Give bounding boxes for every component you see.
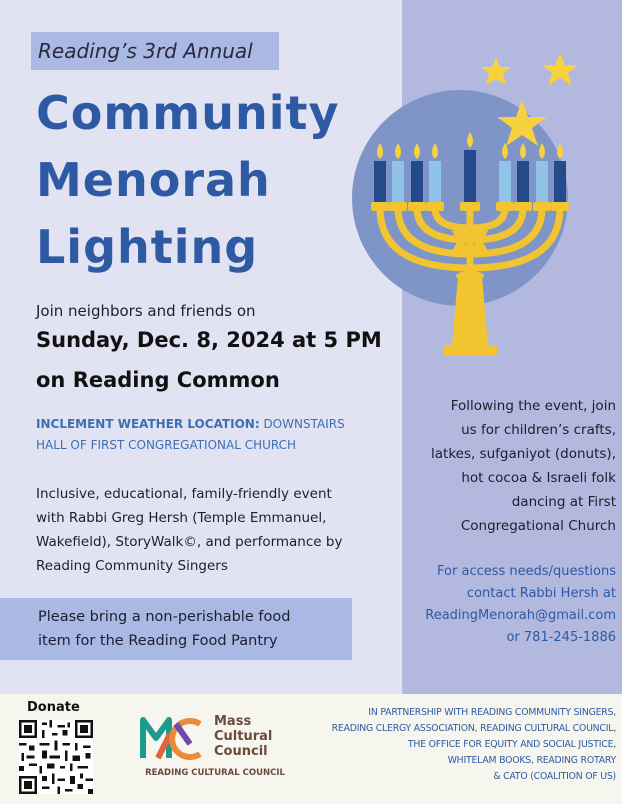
weather-label: INCLEMENT WEATHER LOCATION: (36, 417, 260, 431)
menorah-icon (340, 40, 622, 380)
after-line: us for children’s crafts, (461, 422, 616, 438)
partner-line: IN PARTNERSHIP WITH READING COMMUNITY SINGERS, (368, 707, 616, 718)
after-line: Following the event, join (450, 398, 616, 414)
access-line: contact Rabbi Hersh at (466, 586, 616, 601)
weather-text: DOWNSTAIRS (259, 417, 345, 431)
event-subtitle: Reading’s 3rd Annual (31, 32, 279, 70)
event-description (36, 482, 386, 578)
title-line: Community (36, 86, 340, 140)
food-drive-text (38, 605, 338, 653)
mcc-name-line: Council (214, 744, 268, 759)
partner-line: WHITELAM BOOKS, READING ROTARY (447, 755, 616, 766)
description-line: with Rabbi Greg Hersh (Temple Emmanuel, (36, 510, 327, 526)
event-date: Sunday, Dec. 8, 2024 at 5 PM (36, 328, 382, 352)
star-icon (542, 53, 578, 86)
contact-phone[interactable]: or 781-245-1886 (506, 630, 616, 645)
after-line: dancing at First (511, 494, 616, 510)
partners-text (308, 705, 616, 785)
mcc-name (214, 714, 294, 759)
after-line: Congregational Church (460, 518, 616, 534)
description-line: Wakefield), StoryWalk©, and performance by (36, 534, 343, 550)
mcc-subtitle: READING CULTURAL COUNCIL (145, 768, 285, 778)
after-line: hot cocoa & Israeli folk (461, 470, 616, 486)
after-line: latkes, sufganiyot (donuts), (431, 446, 616, 462)
access-contact (408, 561, 616, 649)
description-line: Inclusive, educational, family-friendly event (36, 486, 332, 502)
title-line: Lighting (36, 220, 259, 274)
food-line: item for the Reading Food Pantry (38, 633, 278, 649)
mcc-name-line: Mass (214, 714, 252, 729)
partner-line: & CATO (COALITION OF US) (493, 771, 616, 782)
qr-code-icon[interactable] (19, 720, 93, 794)
access-line: For access needs/questions (437, 564, 616, 579)
after-event-text (412, 394, 616, 538)
title-line: Menorah (36, 153, 271, 207)
partner-line: READING CLERGY ASSOCIATION, READING CULTURAL COUNCIL, (331, 723, 616, 734)
donate-label: Donate (27, 700, 80, 715)
event-title (36, 80, 376, 281)
mcc-name-line: Cultural (214, 729, 273, 744)
weather-text: HALL OF FIRST CONGREGATIONAL CHURCH (36, 438, 297, 452)
invite-text: Join neighbors and friends on (36, 302, 256, 320)
contact-email[interactable]: ReadingMenorah@gmail.com (425, 608, 616, 623)
description-line: Reading Community Singers (36, 558, 228, 574)
star-icon (481, 57, 511, 85)
partner-line: THE OFFICE FOR EQUITY AND SOCIAL JUSTICE, (407, 739, 616, 750)
food-line: Please bring a non-perishable food (38, 609, 291, 625)
weather-location (36, 414, 396, 456)
event-location: on Reading Common (36, 368, 280, 392)
